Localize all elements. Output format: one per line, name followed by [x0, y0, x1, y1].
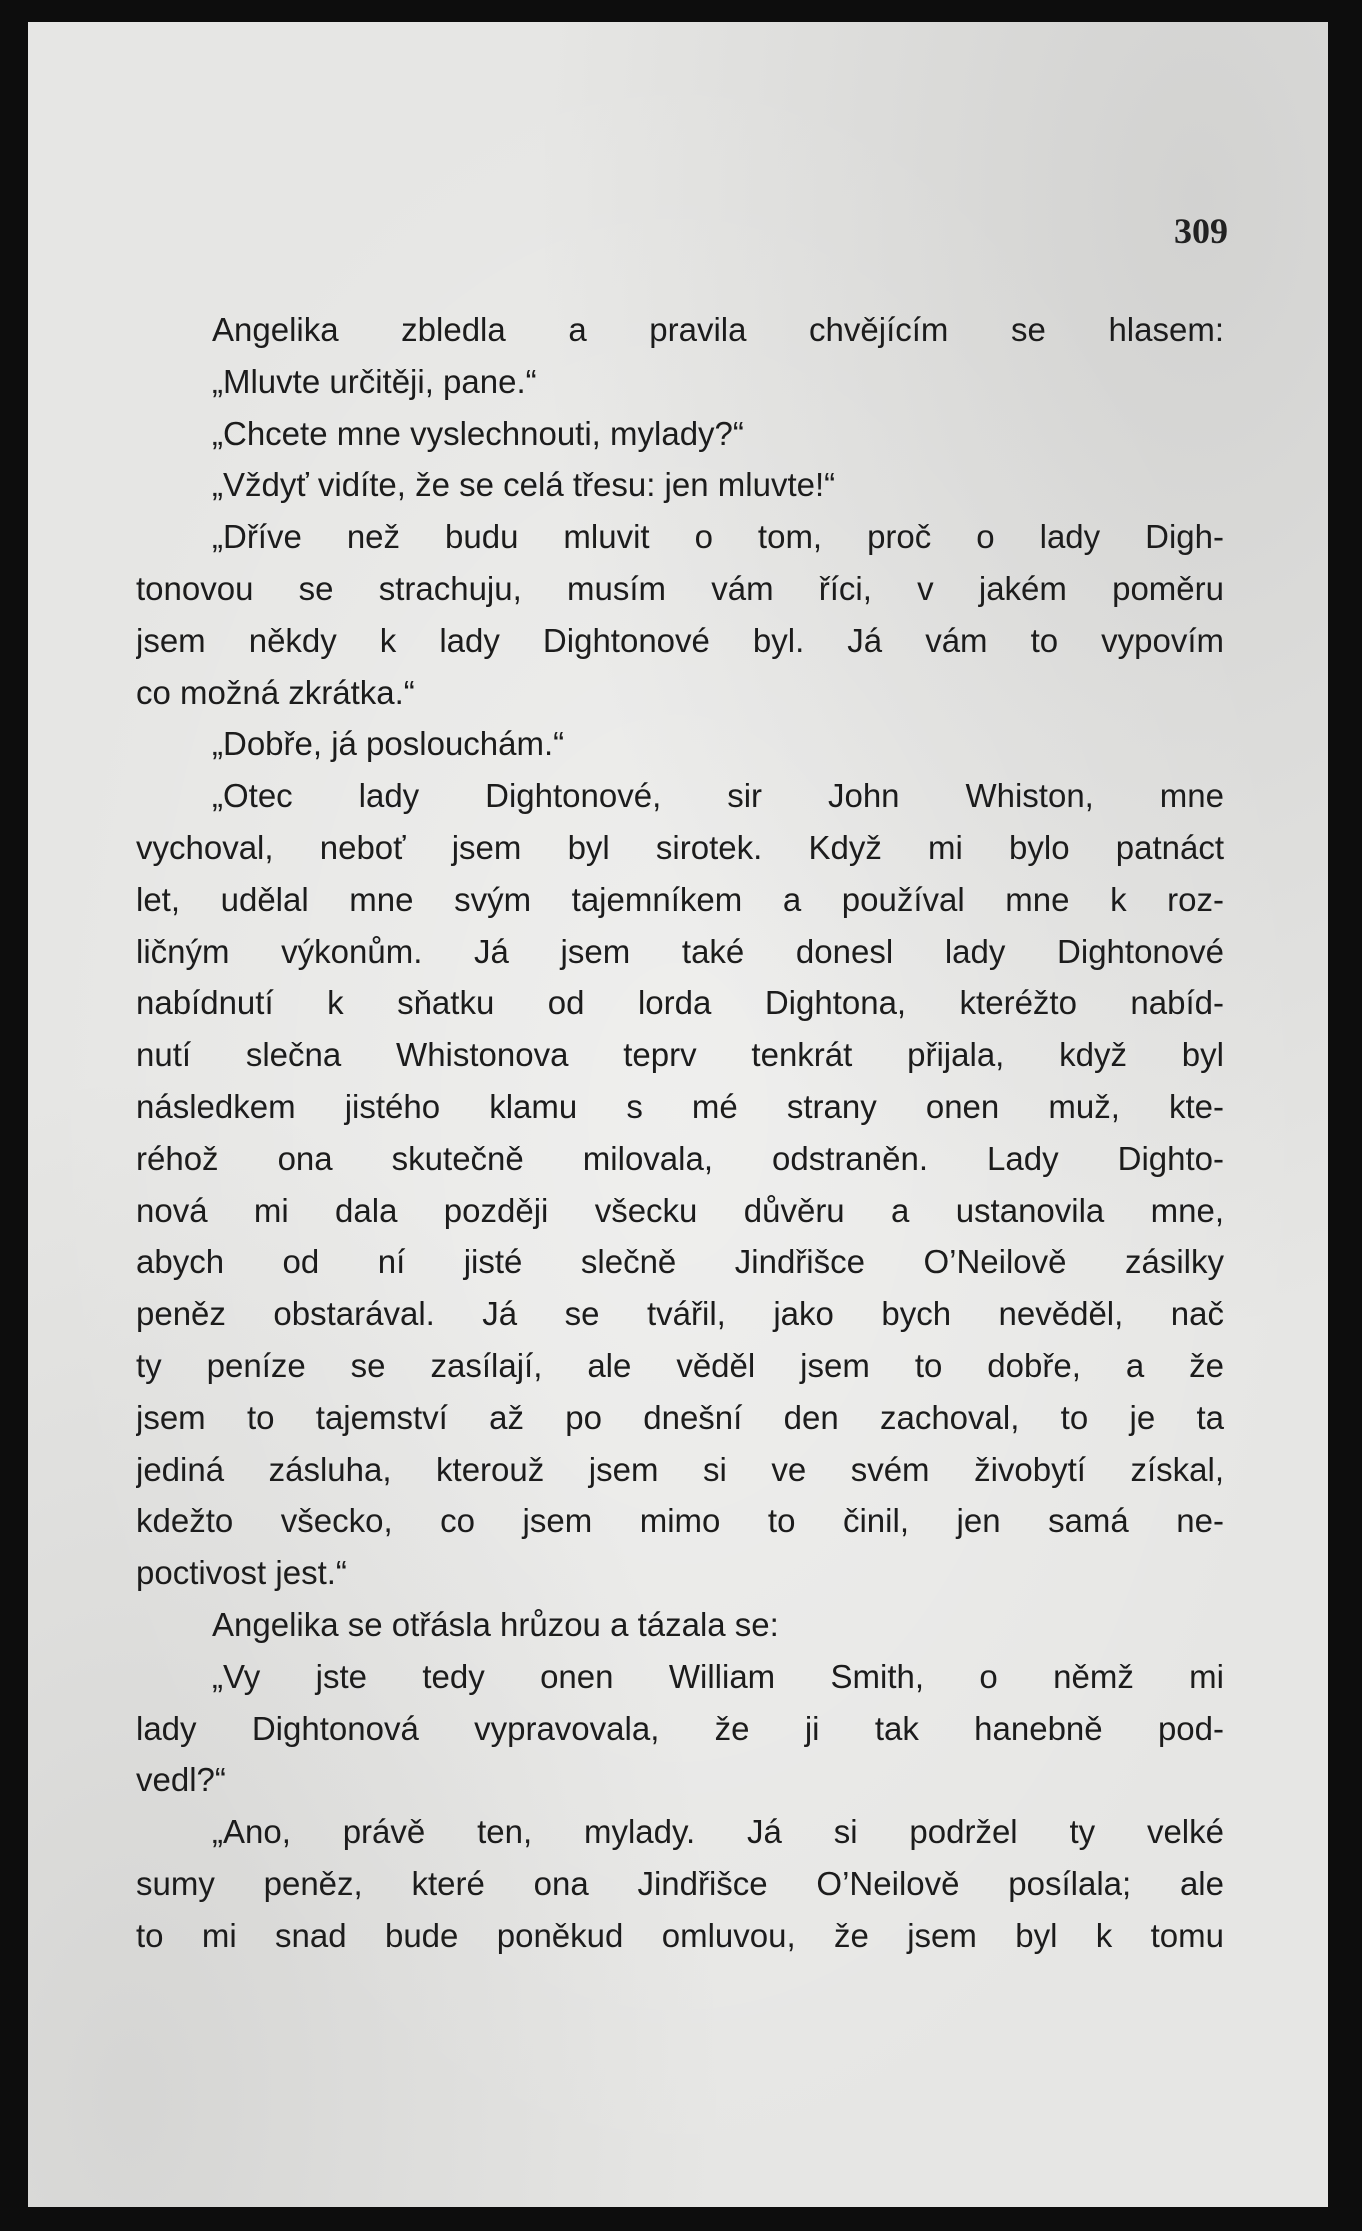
- text-line: to mi snad bude poněkud omluvou, že jsem byl k tomu: [136, 1916, 1224, 1954]
- text-line: následkem jistého klamu s mé strany onen muž, kte-: [136, 1087, 1224, 1125]
- text-line: sumy peněz, které ona Jindřišce O’Neilově posílala; ale: [136, 1864, 1224, 1902]
- text-line: ty peníze se zasílají, ale věděl jsem to dobře, a že: [136, 1346, 1224, 1384]
- text-line: „Vy jste tedy onen William Smith, o němž mi: [212, 1657, 1224, 1695]
- text-line: „Mluvte určitěji, pane.“: [212, 362, 537, 400]
- text-line: réhož ona skutečně milovala, odstraněn. Lady Dighto-: [136, 1139, 1224, 1177]
- text-line: „Ano, právě ten, mylady. Já si podržel ty velké: [212, 1813, 1224, 1851]
- text-line: vedl?“: [136, 1761, 226, 1799]
- text-line: ličným výkonům. Já jsem také donesl lady Dightonové: [136, 932, 1224, 970]
- text-line: „Dobře, já poslouchám.“: [212, 725, 565, 763]
- page-number: 309: [1174, 211, 1228, 251]
- text-line: jsem někdy k lady Dightonové byl. Já vám to vypovím: [136, 621, 1224, 659]
- text-line: nabídnutí k sňatku od lorda Dightona, kteréžto nabíd-: [136, 984, 1224, 1022]
- text-line: poctivost jest.“: [136, 1554, 347, 1592]
- text-line: Angelika se otřásla hrůzou a tázala se:: [212, 1605, 779, 1643]
- text-line: „Dříve než budu mluvit o tom, proč o lady Digh-: [212, 518, 1224, 556]
- book-page: [28, 22, 1328, 2207]
- text-line: tonovou se strachuju, musím vám říci, v jakém poměru: [136, 569, 1224, 607]
- text-line: peněz obstarával. Já se tvářil, jako bych nevěděl, nač: [136, 1295, 1224, 1333]
- text-line: Angelika zbledla a pravila chvějícím se hlasem:: [212, 311, 1224, 348]
- body-text: [136, 304, 1224, 1962]
- text-line: „Chcete mne vyslechnouti, mylady?“: [212, 414, 744, 452]
- text-line: co možná zkrátka.“: [136, 673, 415, 711]
- text-line: kdežto všecko, co jsem mimo to činil, jen samá ne-: [136, 1502, 1224, 1540]
- text-line: abych od ní jisté slečně Jindřišce O’Neilově zásilky: [136, 1243, 1224, 1281]
- text-line: lady Dightonová vypravovala, že ji tak hanebně pod-: [136, 1709, 1224, 1747]
- text-line: let, udělal mne svým tajemníkem a používal mne k roz-: [136, 880, 1224, 918]
- text-line: jediná zásluha, kterouž jsem si ve svém živobytí získal,: [136, 1450, 1224, 1488]
- text-line: jsem to tajemství až po dnešní den zachoval, to je ta: [136, 1398, 1224, 1436]
- text-line: nová mi dala později všecku důvěru a ustanovila mne,: [136, 1191, 1224, 1229]
- text-line: „Otec lady Dightonové, sir John Whiston, mne: [212, 777, 1224, 815]
- text-line: nutí slečna Whistonova teprv tenkrát přijala, když byl: [136, 1036, 1224, 1074]
- text-line: „Vždyť vidíte, že se celá třesu: jen mluvte!“: [212, 466, 836, 504]
- text-line: vychoval, neboť jsem byl sirotek. Když mi bylo patnáct: [136, 828, 1224, 866]
